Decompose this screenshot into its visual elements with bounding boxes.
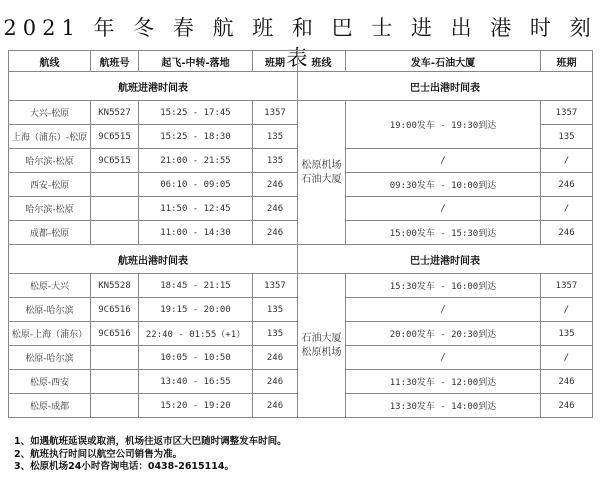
bus-station-cell [298, 274, 346, 418]
time-cell: 15:25 - 17:45 [139, 101, 253, 125]
route-cell: 松原-上海（浦东） [9, 322, 91, 346]
bus-days-cell: / [541, 346, 593, 370]
header-row [9, 51, 593, 72]
time-cell: 21:00 - 21:55 [139, 149, 253, 173]
bus-time-cell: 20:00发车 - 20:30到达 [346, 322, 541, 346]
bus-days-cell: 246 [541, 394, 593, 418]
bus-time-cell: 09:30发车 - 10:00到达 [346, 173, 541, 197]
header-days: 班期 [253, 51, 298, 72]
time-cell: 06:10 - 09:05 [139, 173, 253, 197]
route-cell: 哈尔滨-松原 [9, 197, 91, 221]
route-cell: 大兴-松原 [9, 101, 91, 125]
days-cell: 246 [253, 346, 298, 370]
bus-time-cell: 13:30发车 - 14:00到达 [346, 394, 541, 418]
header-bus-line: 班线 [298, 51, 346, 72]
bus-days-cell: 246 [541, 173, 593, 197]
time-cell: 15:20 - 19:20 [139, 394, 253, 418]
route-cell: 上海（浦东）-松原 [9, 125, 91, 149]
route-cell: 松原-哈尔滨 [9, 298, 91, 322]
days-cell: 246 [253, 173, 298, 197]
section-flight-arrivals: 航班进港时间表 [9, 72, 298, 101]
flight-no-cell [91, 346, 139, 370]
time-cell: 11:50 - 12:45 [139, 197, 253, 221]
days-cell: 246 [253, 221, 298, 245]
time-cell: 18:45 - 21:15 [139, 274, 253, 298]
bus-time-cell: / [346, 197, 541, 221]
time-cell: 22:40 - 01:55（+1） [139, 322, 253, 346]
bus-time-cell: 15:00发车 - 15:30到达 [346, 221, 541, 245]
bus-time-cell: / [346, 149, 541, 173]
table-row [9, 101, 593, 125]
header-bus-days: 班期 [541, 51, 593, 72]
time-cell: 13:40 - 16:55 [139, 370, 253, 394]
bus-time-cell: / [346, 346, 541, 370]
flight-no-cell: KN5528 [91, 274, 139, 298]
section-flight-departures: 航班出港时间表 [9, 245, 298, 274]
days-cell: 246 [253, 394, 298, 418]
section-bus-arrivals: 巴士进港时间表 [298, 245, 593, 274]
notes-block [14, 436, 287, 474]
flight-no-cell [91, 370, 139, 394]
header-route: 航线 [9, 51, 91, 72]
bus-time-cell: 15:30发车 - 16:00到达 [346, 274, 541, 298]
time-cell: 11:00 - 14:30 [139, 221, 253, 245]
flight-no-cell [91, 221, 139, 245]
note-2: 2、航班执行时间以航空公司销售为准。 [14, 448, 183, 460]
time-cell: 15:25 - 18:30 [139, 125, 253, 149]
page-title: 2021 年 冬 春 航 班 和 巴 士 进 出 港 时 刻 表 [3, 16, 597, 70]
route-cell: 松原-西安 [9, 370, 91, 394]
flight-no-cell [91, 197, 139, 221]
flight-no-cell: KN5527 [91, 101, 139, 125]
bus-time-cell: 11:30发车 - 12:00到达 [346, 370, 541, 394]
section-bus-departures: 巴士出港时间表 [298, 72, 593, 101]
section-row-1 [9, 72, 593, 101]
route-cell: 哈尔滨-松原 [9, 149, 91, 173]
header-time: 起飞-中转-落地 [139, 51, 253, 72]
time-cell: 19:15 - 20:00 [139, 298, 253, 322]
bus-days-cell: 135 [541, 322, 593, 346]
days-cell: 246 [253, 197, 298, 221]
days-cell: 135 [253, 322, 298, 346]
days-cell: 135 [253, 298, 298, 322]
days-cell: 135 [253, 125, 298, 149]
bus-days-cell: / [541, 149, 593, 173]
time-cell: 10:05 - 10:50 [139, 346, 253, 370]
bus-days-cell: / [541, 197, 593, 221]
days-cell: 246 [253, 370, 298, 394]
flight-no-cell: 9C6516 [91, 298, 139, 322]
bus-time-cell: 19:00发车 - 19:30到达 [346, 101, 541, 149]
schedule-table [8, 50, 593, 418]
section-row-2 [9, 245, 593, 274]
flight-no-cell [91, 394, 139, 418]
station-to: 松原机场 [301, 346, 342, 358]
days-cell: 1357 [253, 274, 298, 298]
bus-days-cell: 135 [541, 125, 593, 149]
header-flight-no: 航班号 [91, 51, 139, 72]
station-from: 松原机场 [301, 159, 342, 171]
bus-time-cell: / [346, 298, 541, 322]
route-cell: 松原-哈尔滨 [9, 346, 91, 370]
route-cell: 松原-大兴 [9, 274, 91, 298]
bus-station-cell [298, 101, 346, 245]
station-to: 石油大厦 [301, 173, 342, 185]
bus-days-cell: 246 [541, 370, 593, 394]
bus-days-cell: 246 [541, 221, 593, 245]
table-row [9, 274, 593, 298]
bus-days-cell: 1357 [541, 274, 593, 298]
days-cell: 1357 [253, 101, 298, 125]
note-3: 3、松原机场24小时咨询电话：0438-2615114。 [14, 461, 234, 472]
bus-days-cell: 1357 [541, 101, 593, 125]
days-cell: 135 [253, 149, 298, 173]
route-cell: 成都-松原 [9, 221, 91, 245]
bus-days-cell: / [541, 298, 593, 322]
flight-no-cell [91, 173, 139, 197]
route-cell: 西安-松原 [9, 173, 91, 197]
station-from: 石油大厦 [301, 332, 342, 344]
note-1: 1、如遇航班延误或取消，机场往返市区大巴随时调整发车时间。 [14, 436, 287, 447]
header-bus-time: 发车-石油大厦 [346, 51, 541, 72]
flight-no-cell: 9C6516 [91, 322, 139, 346]
route-cell: 松原-成都 [9, 394, 91, 418]
flight-no-cell: 9C6515 [91, 149, 139, 173]
flight-no-cell: 9C6515 [91, 125, 139, 149]
